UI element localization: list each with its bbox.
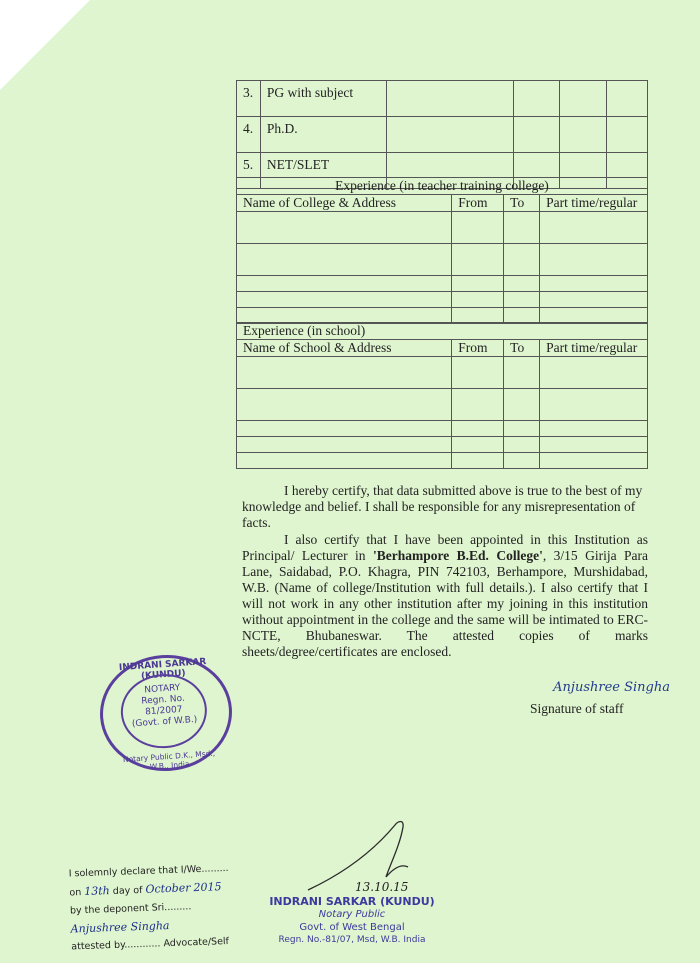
- stamp-text: 81/2007: [144, 704, 183, 718]
- notary-seal: [262, 895, 442, 947]
- qualification-label: Ph.D.: [260, 117, 387, 153]
- handwritten-signature: Anjushree Singha: [553, 680, 670, 695]
- stamp-center: [118, 671, 209, 751]
- notary-stamp: [96, 651, 236, 776]
- column-header: Name of College & Address: [237, 195, 452, 212]
- signature-label: Signature of staff: [530, 701, 624, 716]
- folded-corner: [0, 0, 90, 90]
- notary-govt: Govt. of West Bengal: [299, 922, 405, 933]
- qualification-number: 5.: [237, 153, 261, 189]
- notary-regn: Regn. No.-81/07, Msd, W.B. India: [278, 935, 426, 945]
- college-name: 'Berhampore B.Ed. College': [373, 548, 543, 563]
- affidavit-line: on 13th day of October 2015: [69, 880, 222, 899]
- certification-paragraph-1: I hereby certify, that data submitted above is true to the best of my knowledge and belief. I shall be responsible for any misrepresentation of facts.: [242, 483, 643, 530]
- stamp-text: Regn. No.: [141, 693, 186, 707]
- experience-school-table: [236, 322, 648, 469]
- affidavit-stamp: [68, 859, 271, 957]
- experience-school-title: Experience (in school): [237, 323, 648, 340]
- table-row: [237, 389, 648, 421]
- column-header: To: [504, 340, 540, 357]
- qualification-label: NET/SLET: [260, 153, 387, 189]
- column-header: Name of School & Address: [237, 340, 452, 357]
- notary-name: INDRANI SARKAR (KUNDU): [269, 895, 435, 908]
- affidavit-line: attested by............ Advocate/Self: [71, 935, 230, 953]
- table-row: [237, 453, 648, 469]
- table-header-row: [237, 340, 648, 357]
- affidavit-deponent-name: Anjushree Singha: [70, 919, 170, 936]
- column-header: Part time/regular: [540, 195, 648, 212]
- table-row: [237, 421, 648, 437]
- qualification-label: PG with subject: [260, 81, 387, 117]
- column-header: Part time/regular: [540, 340, 648, 357]
- experience-college-title: Experience (in teacher training college): [237, 178, 648, 195]
- table-row: [237, 81, 648, 117]
- column-header: To: [504, 195, 540, 212]
- cert-text: I also certify that I have been appointed in this Institution as Principal/ Lecturer in: [242, 532, 648, 563]
- affidavit-line: by the deponent Sri.........: [69, 901, 192, 917]
- stamp-text: (Govt. of W.B.): [131, 714, 198, 730]
- cert-text: , 3/15 Girija Para Lane, Saidabad, P.O. Khagra, PIN 742103, Berhampore, Murshidabad, W.B. (Name of college/Institution with full details.). I also certify that I will not work in any other institution after my joining in this institution without appointment in the college and the same will be intimated to ERC-NCTE, Bhubaneswar. The attested copies of marks sheets/degree/certificates are enclosed.: [242, 548, 648, 659]
- column-header: From: [452, 195, 504, 212]
- qualification-number: 4.: [237, 117, 261, 153]
- table-row: [237, 212, 648, 244]
- qualification-number: 3.: [237, 81, 261, 117]
- table-row: [237, 357, 648, 389]
- qualifications-table: [236, 80, 648, 189]
- stamp-text: NOTARY: [144, 682, 181, 696]
- table-row: [237, 292, 648, 308]
- notary-date: 13.10.15: [355, 880, 409, 894]
- notary-title: Notary Public: [318, 909, 386, 920]
- experience-college-table: [236, 177, 648, 324]
- affidavit-line: I solemnly declare that I/We.........: [68, 862, 229, 880]
- stamp-ring-top: INDRANI SARKAR (KUNDU): [118, 657, 207, 682]
- table-row: [237, 244, 648, 276]
- table-row: [237, 437, 648, 453]
- column-header: From: [452, 340, 504, 357]
- table-row: [237, 117, 648, 153]
- certification-paragraph-2: [242, 532, 648, 660]
- stamp-ring-bottom: Notary Public D.K., Msd., W.B., India: [122, 748, 216, 772]
- table-header-row: [237, 195, 648, 212]
- table-row: [237, 276, 648, 292]
